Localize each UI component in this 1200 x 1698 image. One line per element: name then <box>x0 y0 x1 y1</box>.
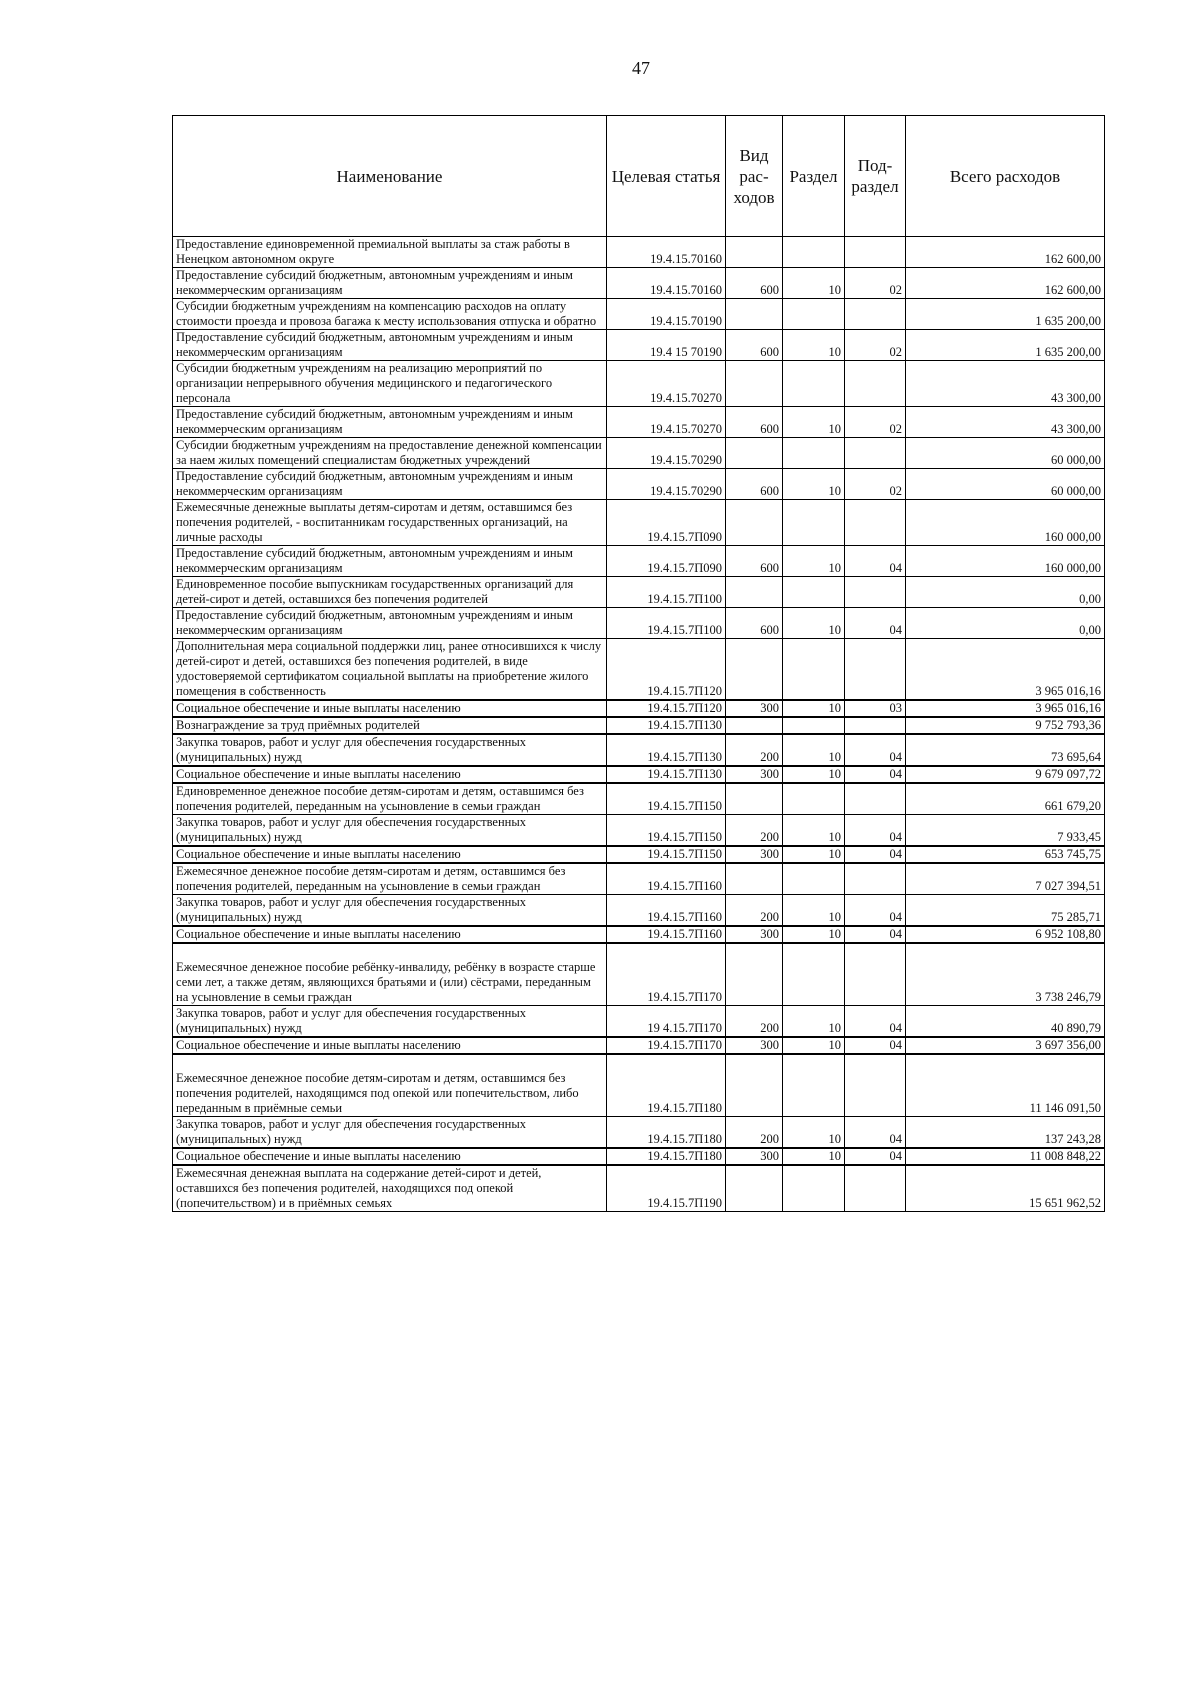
subsection-cell <box>845 1165 906 1212</box>
target-article-cell: 19.4.15.70190 <box>607 299 726 330</box>
target-article-cell: 19.4.15.7П100 <box>607 608 726 639</box>
expense-type-cell: 200 <box>726 815 783 847</box>
header-article: Целевая статья <box>607 116 726 237</box>
expense-type-cell: 300 <box>726 1148 783 1165</box>
expense-type-cell: 300 <box>726 1037 783 1054</box>
section-cell <box>783 863 845 895</box>
expense-type-cell: 300 <box>726 926 783 943</box>
expense-type-cell: 600 <box>726 407 783 438</box>
target-article-cell: 19.4.15.7П160 <box>607 863 726 895</box>
target-article-cell: 19.4.15.7П130 <box>607 766 726 783</box>
subsection-cell <box>845 717 906 734</box>
subsection-cell <box>845 361 906 407</box>
total-cell: 43 300,00 <box>906 361 1105 407</box>
name-cell: Единовременное пособие выпускникам государственных организаций для детей-сирот и детей, оставшихся без попечения родителей <box>173 577 607 608</box>
table-row <box>173 1148 1105 1165</box>
total-cell: 75 285,71 <box>906 895 1105 927</box>
table-row <box>173 577 1105 608</box>
subsection-cell: 04 <box>845 1148 906 1165</box>
target-article-cell: 19.4.15.7П180 <box>607 1148 726 1165</box>
expense-type-cell <box>726 577 783 608</box>
section-cell: 10 <box>783 926 845 943</box>
total-cell: 7 027 394,51 <box>906 863 1105 895</box>
subsection-cell: 04 <box>845 1037 906 1054</box>
target-article-cell: 19.4.15.70160 <box>607 268 726 299</box>
target-article-cell: 19.4.15.7П180 <box>607 1054 726 1117</box>
total-cell: 73 695,64 <box>906 734 1105 766</box>
name-cell: Социальное обеспечение и иные выплаты населению <box>173 1148 607 1165</box>
table-row <box>173 926 1105 943</box>
target-article-cell: 19.4.15.7П130 <box>607 717 726 734</box>
expense-type-cell <box>726 361 783 407</box>
name-cell: Предоставление субсидий бюджетным, автономным учреждениям и иным некоммерческим организациям <box>173 608 607 639</box>
section-cell: 10 <box>783 546 845 577</box>
target-article-cell: 19.4.15.7П090 <box>607 500 726 546</box>
subsection-cell <box>845 438 906 469</box>
name-cell: Дополнительная мера социальной поддержки лиц, ранее относившихся к числу детей-сирот и детей, оставшихся без попечения родителей, в виде удостоверяемой сертификатом социальной выплаты на приобретение жилого помещения в собственность <box>173 639 607 701</box>
total-cell: 3 965 016,16 <box>906 700 1105 717</box>
total-cell: 11 146 091,50 <box>906 1054 1105 1117</box>
table-row <box>173 734 1105 766</box>
section-cell: 10 <box>783 1037 845 1054</box>
name-cell: Ежемесячное денежное пособие детям-сиротам и детям, оставшимся без попечения родителей, находящимся под опекой или попечительством, либо переданным в приёмные семьи <box>173 1054 607 1117</box>
expense-type-cell: 300 <box>726 766 783 783</box>
expense-type-cell <box>726 299 783 330</box>
total-cell: 6 952 108,80 <box>906 926 1105 943</box>
name-cell: Предоставление субсидий бюджетным, автономным учреждениям и иным некоммерческим организациям <box>173 469 607 500</box>
expense-type-cell <box>726 717 783 734</box>
target-article-cell: 19.4.15.70270 <box>607 361 726 407</box>
total-cell: 0,00 <box>906 577 1105 608</box>
subsection-cell: 03 <box>845 700 906 717</box>
name-cell: Закупка товаров, работ и услуг для обеспечения государственных (муниципальных) нужд <box>173 895 607 927</box>
subsection-cell: 04 <box>845 895 906 927</box>
target-article-cell: 19.4.15.7П170 <box>607 1037 726 1054</box>
name-cell: Закупка товаров, работ и услуг для обеспечения государственных (муниципальных) нужд <box>173 734 607 766</box>
section-cell <box>783 943 845 1006</box>
total-cell: 137 243,28 <box>906 1117 1105 1149</box>
section-cell <box>783 717 845 734</box>
total-cell: 9 679 097,72 <box>906 766 1105 783</box>
section-cell: 10 <box>783 469 845 500</box>
table-row <box>173 943 1105 1006</box>
table-row <box>173 237 1105 268</box>
total-cell: 11 008 848,22 <box>906 1148 1105 1165</box>
table-row <box>173 783 1105 815</box>
total-cell: 162 600,00 <box>906 237 1105 268</box>
section-cell: 10 <box>783 766 845 783</box>
expense-type-cell <box>726 500 783 546</box>
expense-type-cell: 200 <box>726 895 783 927</box>
target-article-cell: 19.4.15.70290 <box>607 469 726 500</box>
target-article-cell: 19.4.15.7П160 <box>607 895 726 927</box>
table-row <box>173 361 1105 407</box>
section-cell: 10 <box>783 407 845 438</box>
target-article-cell: 19.4.15.7П090 <box>607 546 726 577</box>
expense-type-cell: 600 <box>726 268 783 299</box>
expense-type-cell: 600 <box>726 608 783 639</box>
table-row <box>173 717 1105 734</box>
subsection-cell <box>845 863 906 895</box>
table-row <box>173 700 1105 717</box>
section-cell: 10 <box>783 734 845 766</box>
subsection-cell: 02 <box>845 407 906 438</box>
subsection-cell: 04 <box>845 1117 906 1149</box>
section-cell <box>783 1165 845 1212</box>
budget-table <box>172 115 1105 1212</box>
table-row <box>173 863 1105 895</box>
subsection-cell <box>845 237 906 268</box>
total-cell: 160 000,00 <box>906 546 1105 577</box>
total-cell: 15 651 962,52 <box>906 1165 1105 1212</box>
total-cell: 653 745,75 <box>906 846 1105 863</box>
total-cell: 3 738 246,79 <box>906 943 1105 1006</box>
total-cell: 60 000,00 <box>906 438 1105 469</box>
table-header <box>173 116 1105 237</box>
target-article-cell: 19.4.15.7П180 <box>607 1117 726 1149</box>
table-row <box>173 1054 1105 1117</box>
table-row <box>173 299 1105 330</box>
expense-type-cell: 200 <box>726 1006 783 1038</box>
table-row <box>173 895 1105 927</box>
name-cell: Социальное обеспечение и иные выплаты населению <box>173 766 607 783</box>
header-expense-type: Вид рас-ходов <box>726 116 783 237</box>
header-total: Всего расходов <box>906 116 1105 237</box>
table-row <box>173 469 1105 500</box>
section-cell: 10 <box>783 1148 845 1165</box>
section-cell: 10 <box>783 700 845 717</box>
total-cell: 3 965 016,16 <box>906 639 1105 701</box>
expense-type-cell <box>726 783 783 815</box>
section-cell: 10 <box>783 268 845 299</box>
total-cell: 60 000,00 <box>906 469 1105 500</box>
total-cell: 162 600,00 <box>906 268 1105 299</box>
name-cell: Социальное обеспечение и иные выплаты населению <box>173 846 607 863</box>
name-cell: Субсидии бюджетным учреждениям на предоставление денежной компенсации за наем жилых помещений специалистам бюджетных учреждений <box>173 438 607 469</box>
table-body <box>173 237 1105 1212</box>
expense-type-cell <box>726 1165 783 1212</box>
subsection-cell: 02 <box>845 469 906 500</box>
expense-type-cell: 200 <box>726 1117 783 1149</box>
table-row <box>173 815 1105 847</box>
section-cell: 10 <box>783 1006 845 1038</box>
name-cell: Ежемесячное денежное пособие детям-сиротам и детям, оставшимся без попечения родителей, переданным на усыновление в семьи граждан <box>173 863 607 895</box>
expense-type-cell <box>726 639 783 701</box>
target-article-cell: 19.4.15.7П130 <box>607 734 726 766</box>
name-cell: Социальное обеспечение и иные выплаты населению <box>173 700 607 717</box>
table-row <box>173 407 1105 438</box>
name-cell: Ежемесячное денежное пособие ребёнку-инвалиду, ребёнку в возрасте старше семи лет, а также детям, являющихся братьями и (или) сёстрами, переданным на усыновление в семьи граждан <box>173 943 607 1006</box>
target-article-cell: 19.4.15.7П150 <box>607 815 726 847</box>
target-article-cell: 19.4 15 70190 <box>607 330 726 361</box>
name-cell: Субсидии бюджетным учреждениям на реализацию мероприятий по организации непрерывного обучения медицинского и педагогического персонала <box>173 361 607 407</box>
subsection-cell: 04 <box>845 766 906 783</box>
subsection-cell: 04 <box>845 846 906 863</box>
table-row <box>173 1037 1105 1054</box>
subsection-cell <box>845 500 906 546</box>
table-row <box>173 608 1105 639</box>
name-cell: Предоставление субсидий бюджетным, автономным учреждениям и иным некоммерческим организациям <box>173 407 607 438</box>
section-cell: 10 <box>783 1117 845 1149</box>
total-cell: 7 933,45 <box>906 815 1105 847</box>
table-row <box>173 846 1105 863</box>
table-row <box>173 546 1105 577</box>
target-article-cell: 19.4.15.7П150 <box>607 783 726 815</box>
table-row <box>173 438 1105 469</box>
total-cell: 0,00 <box>906 608 1105 639</box>
section-cell: 10 <box>783 330 845 361</box>
subsection-cell: 04 <box>845 926 906 943</box>
name-cell: Закупка товаров, работ и услуг для обеспечения государственных (муниципальных) нужд <box>173 815 607 847</box>
expense-type-cell: 300 <box>726 700 783 717</box>
total-cell: 160 000,00 <box>906 500 1105 546</box>
page-number: 47 <box>632 58 650 78</box>
name-cell: Ежемесячная денежная выплата на содержание детей-сирот и детей, оставшихся без попечения родителей, находящихся под опекой (попечительством) и в приёмных семьях <box>173 1165 607 1212</box>
header-subsection: Под-раздел <box>845 116 906 237</box>
expense-type-cell <box>726 943 783 1006</box>
expense-type-cell: 200 <box>726 734 783 766</box>
name-cell: Предоставление единовременной премиальной выплаты за стаж работы в Ненецком автономном округе <box>173 237 607 268</box>
name-cell: Единовременное денежное пособие детям-сиротам и детям, оставшимся без попечения родителей, переданным на усыновление в семьи граждан <box>173 783 607 815</box>
name-cell: Предоставление субсидий бюджетным, автономным учреждениям и иным некоммерческим организациям <box>173 330 607 361</box>
expense-type-cell <box>726 237 783 268</box>
target-article-cell: 19.4.15.7П190 <box>607 1165 726 1212</box>
section-cell <box>783 639 845 701</box>
name-cell: Социальное обеспечение и иные выплаты населению <box>173 1037 607 1054</box>
section-cell: 10 <box>783 608 845 639</box>
section-cell <box>783 577 845 608</box>
subsection-cell <box>845 299 906 330</box>
total-cell: 9 752 793,36 <box>906 717 1105 734</box>
subsection-cell <box>845 1054 906 1117</box>
total-cell: 1 635 200,00 <box>906 299 1105 330</box>
target-article-cell: 19.4.15.70270 <box>607 407 726 438</box>
subsection-cell: 02 <box>845 330 906 361</box>
table-row <box>173 1165 1105 1212</box>
table-row <box>173 766 1105 783</box>
expense-type-cell <box>726 863 783 895</box>
subsection-cell: 04 <box>845 608 906 639</box>
target-article-cell: 19.4.15.7П160 <box>607 926 726 943</box>
subsection-cell: 04 <box>845 815 906 847</box>
target-article-cell: 19.4.15.7П120 <box>607 700 726 717</box>
total-cell: 1 635 200,00 <box>906 330 1105 361</box>
section-cell: 10 <box>783 895 845 927</box>
target-article-cell: 19.4.15.70160 <box>607 237 726 268</box>
section-cell <box>783 500 845 546</box>
section-cell <box>783 438 845 469</box>
subsection-cell <box>845 783 906 815</box>
table-row <box>173 330 1105 361</box>
section-cell: 10 <box>783 846 845 863</box>
total-cell: 3 697 356,00 <box>906 1037 1105 1054</box>
section-cell <box>783 361 845 407</box>
target-article-cell: 19 4.15.7П170 <box>607 1006 726 1038</box>
subsection-cell: 04 <box>845 546 906 577</box>
subsection-cell: 04 <box>845 1006 906 1038</box>
total-cell: 661 679,20 <box>906 783 1105 815</box>
subsection-cell: 02 <box>845 268 906 299</box>
target-article-cell: 19.4.15.7П120 <box>607 639 726 701</box>
name-cell: Субсидии бюджетным учреждениям на компенсацию расходов на оплату стоимости проезда и провоза багажа к месту использования отпуска и обратно <box>173 299 607 330</box>
table-row <box>173 500 1105 546</box>
expense-type-cell: 600 <box>726 469 783 500</box>
name-cell: Закупка товаров, работ и услуг для обеспечения государственных (муниципальных) нужд <box>173 1117 607 1149</box>
table-row <box>173 1117 1105 1149</box>
subsection-cell <box>845 639 906 701</box>
expense-type-cell: 600 <box>726 546 783 577</box>
section-cell <box>783 1054 845 1117</box>
total-cell: 43 300,00 <box>906 407 1105 438</box>
table-row <box>173 1006 1105 1038</box>
header-name: Наименование <box>173 116 607 237</box>
name-cell: Вознаграждение за труд приёмных родителей <box>173 717 607 734</box>
section-cell: 10 <box>783 815 845 847</box>
target-article-cell: 19.4.15.70290 <box>607 438 726 469</box>
target-article-cell: 19.4.15.7П170 <box>607 943 726 1006</box>
expense-type-cell <box>726 438 783 469</box>
header-section: Раздел <box>783 116 845 237</box>
name-cell: Закупка товаров, работ и услуг для обеспечения государственных (муниципальных) нужд <box>173 1006 607 1038</box>
target-article-cell: 19.4.15.7П100 <box>607 577 726 608</box>
section-cell <box>783 237 845 268</box>
name-cell: Предоставление субсидий бюджетным, автономным учреждениям и иным некоммерческим организациям <box>173 546 607 577</box>
table-row <box>173 639 1105 701</box>
subsection-cell <box>845 577 906 608</box>
table-row <box>173 268 1105 299</box>
name-cell: Ежемесячные денежные выплаты детям-сиротам и детям, оставшимся без попечения родителей, - воспитанникам государственных организаций, на личные расходы <box>173 500 607 546</box>
total-cell: 40 890,79 <box>906 1006 1105 1038</box>
target-article-cell: 19.4.15.7П150 <box>607 846 726 863</box>
name-cell: Социальное обеспечение и иные выплаты населению <box>173 926 607 943</box>
section-cell <box>783 299 845 330</box>
expense-type-cell: 300 <box>726 846 783 863</box>
expense-type-cell: 600 <box>726 330 783 361</box>
subsection-cell <box>845 943 906 1006</box>
section-cell <box>783 783 845 815</box>
name-cell: Предоставление субсидий бюджетным, автономным учреждениям и иным некоммерческим организациям <box>173 268 607 299</box>
subsection-cell: 04 <box>845 734 906 766</box>
expense-type-cell <box>726 1054 783 1117</box>
